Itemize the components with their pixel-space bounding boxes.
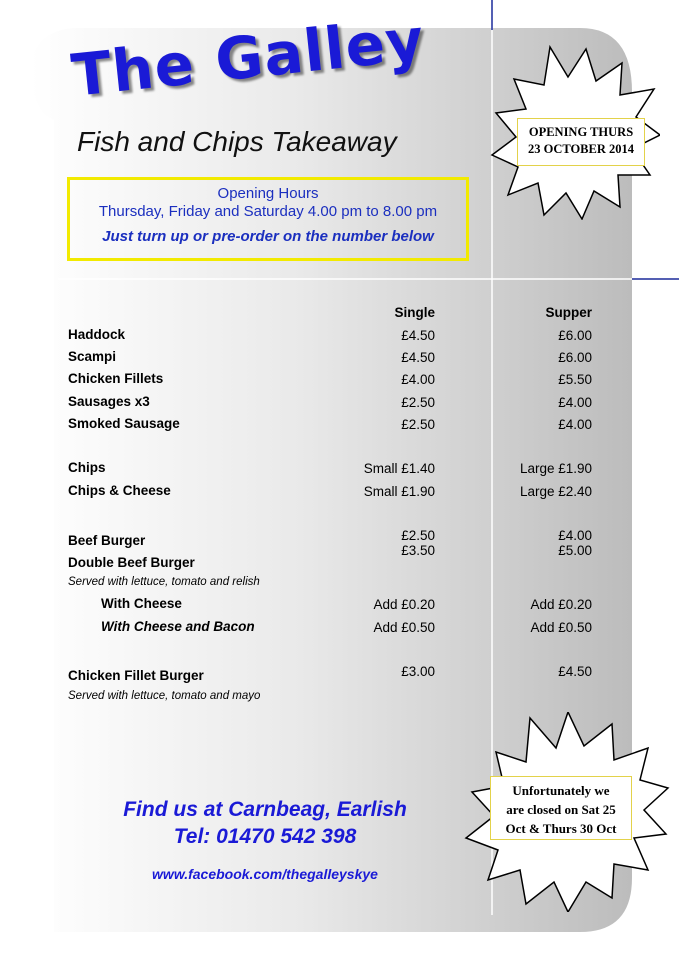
menu-item-single-price: Add £0.50: [373, 620, 435, 635]
menu-item-supper-price: Add £0.50: [530, 620, 592, 635]
closed-badge-line2: are closed on Sat 25: [506, 802, 616, 817]
menu-addon-name: With Cheese: [101, 596, 182, 611]
menu-item-name: Sausages x3: [68, 394, 150, 409]
opening-badge-line1: OPENING THURS: [528, 125, 634, 139]
menu-item-supper-price: Add £0.20: [530, 597, 592, 612]
menu-item-supper-price: Large £1.90: [519, 461, 592, 476]
menu-item-single-price: Add £0.20: [373, 597, 435, 612]
column-header-supper: Supper: [545, 305, 592, 320]
menu-item-supper-price: £6.00: [558, 350, 592, 365]
menu-item-single-price: £4.50: [401, 328, 435, 343]
hours-days: Thursday, Friday and Saturday 4.00 pm to 8.00 pm: [98, 203, 438, 220]
opening-badge: [517, 118, 645, 166]
menu-item-supper-price: Large £2.40: [519, 484, 592, 499]
menu-item-single-price: £3.00: [401, 664, 435, 679]
menu-item-single-price: £4.50: [401, 350, 435, 365]
menu-item-supper-price: £5.00: [558, 543, 592, 558]
menu-item-name: Double Beef Burger: [68, 555, 195, 570]
menu-item-supper-price: £5.50: [558, 372, 592, 387]
hours-note: Just turn up or pre-order on the number below: [102, 228, 434, 245]
menu-item-note: Served with lettuce, tomato and relish: [68, 576, 260, 588]
menu-item-single-price: £4.00: [401, 372, 435, 387]
menu-item-single-price: £3.50: [401, 543, 435, 558]
menu-item-supper-price: £4.00: [558, 528, 592, 543]
restaurant-subtitle: Fish and Chips Takeaway: [77, 126, 397, 157]
menu-addon-name: With Cheese and Bacon: [101, 619, 255, 634]
menu-item-supper-price: £6.00: [558, 328, 592, 343]
menu-item-single-price: £2.50: [401, 417, 435, 432]
telephone-text: Tel: 01470 542 398: [173, 825, 357, 848]
column-header-single: Single: [394, 305, 435, 320]
menu-item-name: Chips & Cheese: [68, 483, 171, 498]
location-text: Find us at Carnbeag, Earlish: [123, 798, 407, 821]
menu-item-single-price: Small £1.40: [363, 461, 435, 476]
menu-item-single-price: £2.50: [401, 528, 435, 543]
opening-badge-line2: 23 OCTOBER 2014: [527, 142, 635, 156]
closed-badge-line1: Unfortunately we: [512, 783, 610, 798]
menu-item-single-price: Small £1.90: [363, 484, 435, 499]
restaurant-title: The Galley: [68, 5, 428, 110]
menu-item-name: Smoked Sausage: [68, 416, 180, 431]
menu-item-supper-price: £4.00: [558, 417, 592, 432]
closed-badge-line3: Oct & Thurs 30 Oct: [505, 821, 617, 836]
menu-item-name: Beef Burger: [68, 533, 146, 548]
menu-item-name: Chips: [68, 460, 106, 475]
menu-item-name: Chicken Fillets: [68, 371, 164, 386]
menu-item-single-price: £2.50: [401, 395, 435, 410]
menu-item-note: Served with lettuce, tomato and mayo: [68, 690, 261, 702]
menu-item-name: Chicken Fillet Burger: [68, 668, 204, 683]
menu-item-supper-price: £4.00: [558, 395, 592, 410]
opening-hours-box: [67, 177, 469, 261]
facebook-link[interactable]: www.facebook.com/thegalleyskye: [152, 866, 378, 882]
menu-item-supper-price: £4.50: [558, 664, 592, 679]
menu-item-name: Scampi: [68, 349, 117, 364]
menu-item-name: Haddock: [68, 327, 126, 342]
hours-heading: Opening Hours: [217, 185, 319, 202]
